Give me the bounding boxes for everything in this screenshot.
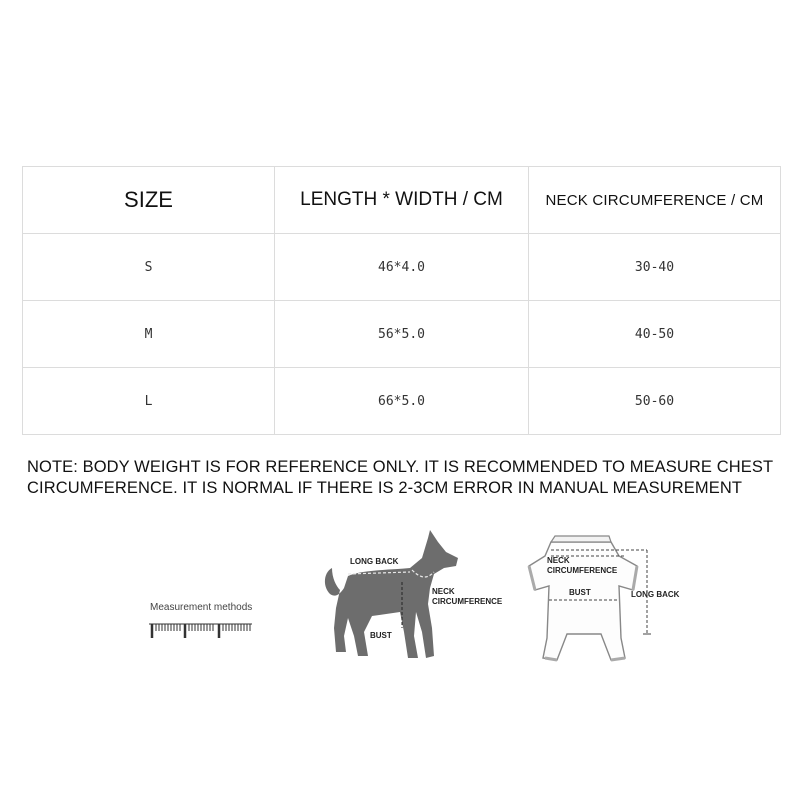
garment-neck-label-line2: CIRCUMFERENCE — [547, 566, 618, 575]
table-row — [23, 301, 781, 368]
size-table — [22, 166, 781, 435]
garment-long-back-label: LONG BACK — [631, 590, 680, 599]
dog-neck-label-line1: NECK — [432, 587, 455, 596]
cell-length-width: 46*4.0 — [275, 234, 529, 301]
dog-long-back-label: LONG BACK — [350, 557, 399, 566]
garment-neck-label-line1: NECK — [547, 556, 570, 565]
cell-neck: 30-40 — [529, 234, 781, 301]
table-row — [23, 368, 781, 435]
garment-bust-label: BUST — [569, 588, 591, 597]
measuring-tape-icon — [148, 616, 256, 644]
header-neck-circumference: NECK CIRCUMFERENCE / CM — [529, 167, 781, 234]
cell-length-width: 66*5.0 — [275, 368, 529, 435]
header-length-width: LENGTH * WIDTH / CM — [275, 167, 529, 234]
measurement-methods-label: Measurement methods — [150, 602, 253, 613]
cell-size: S — [23, 234, 275, 301]
header-size: SIZE — [23, 167, 275, 234]
cell-size: L — [23, 368, 275, 435]
table-row — [23, 234, 781, 301]
cell-length-width: 56*5.0 — [275, 301, 529, 368]
dog-bust-label: BUST — [370, 631, 392, 640]
cell-neck: 40-50 — [529, 301, 781, 368]
table-header-row — [23, 167, 781, 234]
cell-neck: 50-60 — [529, 368, 781, 435]
cell-size: M — [23, 301, 275, 368]
dog-neck-label-line2: CIRCUMFERENCE — [432, 597, 503, 606]
reference-note: NOTE: BODY WEIGHT IS FOR REFERENCE ONLY. IT IS RECOMMENDED TO MEASURE CHEST CIRCUMFERENCE. IT IS NORMAL IF THERE IS 2-3CM ERROR IN MANUAL MEASUREMENT — [27, 458, 773, 497]
